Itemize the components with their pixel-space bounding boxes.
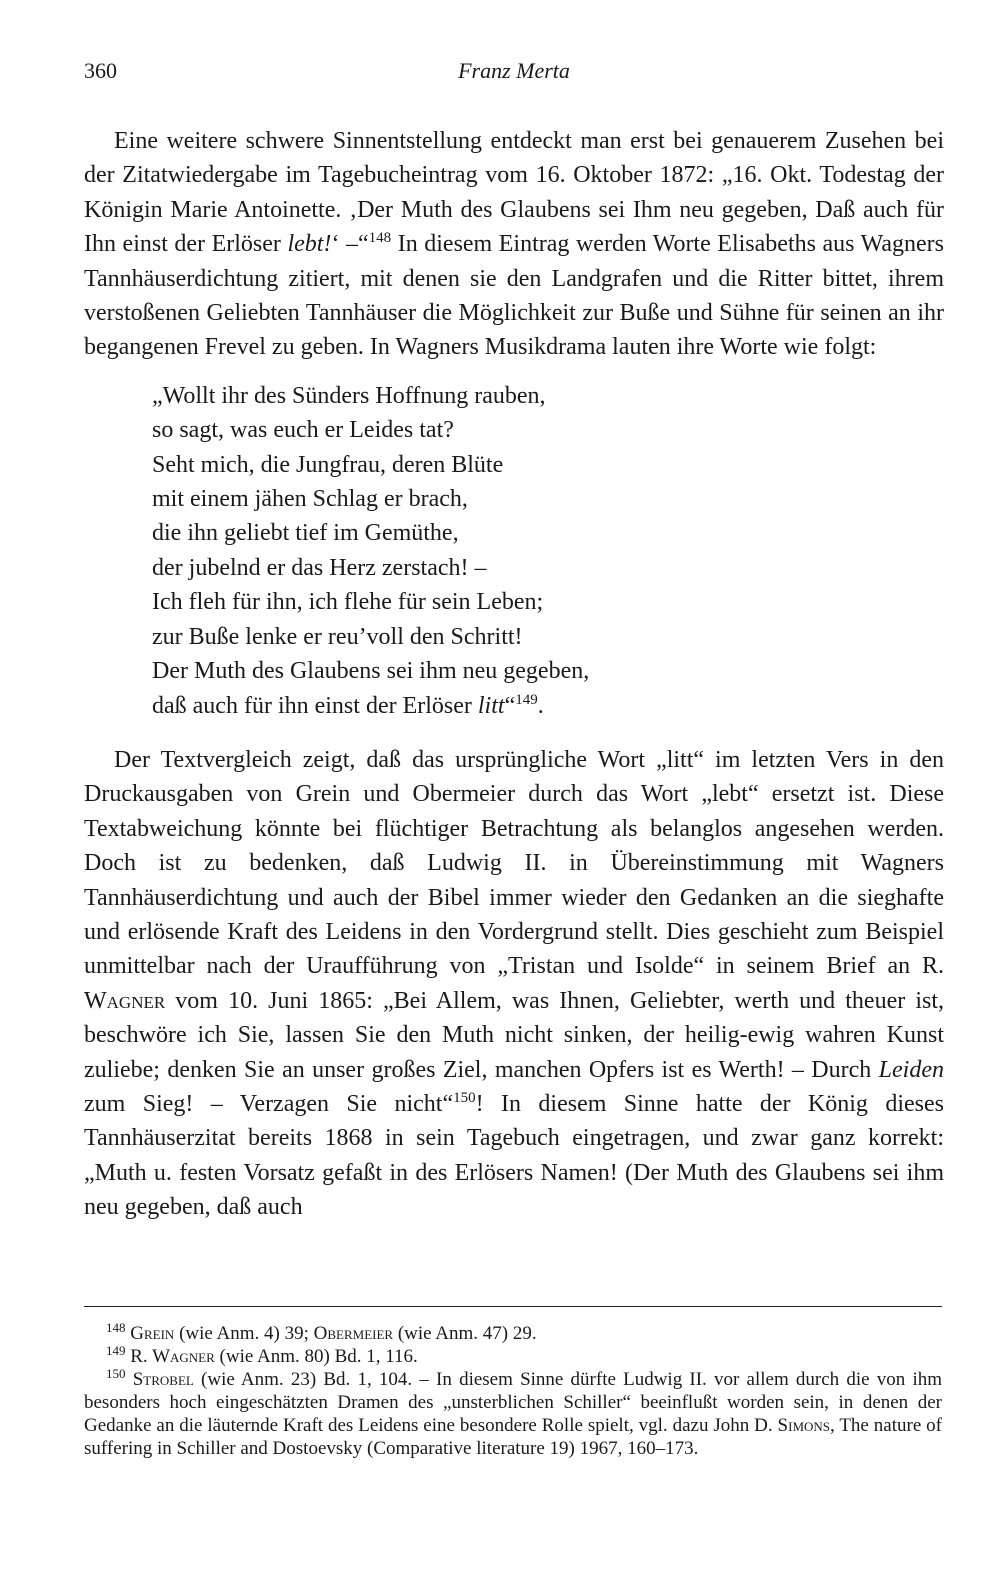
footnotes xyxy=(84,1322,942,1460)
page-number: 360 xyxy=(84,58,117,83)
footnote-ref-150[interactable]: 150 xyxy=(453,1089,476,1106)
verse-line-last: daß auch für ihn einst der Erlöser litt“$^{149}$. xyxy=(152,691,544,719)
running-title: Franz Merta xyxy=(458,58,570,83)
verse-line: so sagt, was euch er Leides tat? xyxy=(152,417,454,444)
page-header xyxy=(84,58,944,88)
poem-quotation xyxy=(152,379,944,723)
verse-line: Der Muth des Glaubens sei ihm neu gegeben, xyxy=(152,658,590,685)
main-text xyxy=(84,124,944,1225)
verse-line: mit einem jähen Schlag er brach, xyxy=(152,486,468,513)
footnote-150: $^{150}$ Strobel (wie Anm. 23) Bd. 1, 104. – In diesem Sinne dürfte Ludwig II. vor allem durch die von ihm besonders hoch eingeschätzten Dramen des „unsterblichen Schiller“ beeinflußt worden sein, in denen der Gedanke an die läuternde Kraft des Leidens eine besondere Rolle spielt, vgl. dazu John D. Simons, The nature of suffering in Schiller and Dostoevsky (Comparative literature 19) 1967, 160–173. xyxy=(84,1366,943,1459)
footnote-ref-149[interactable]: 149 xyxy=(515,691,538,708)
verse-line: Ich fleh für ihn, ich flehe für sein Leben; xyxy=(152,589,544,616)
verse-line: „Wollt ihr des Sünders Hoffnung rauben, xyxy=(152,382,546,409)
footnote-148: $^{148}$ Grein (wie Anm. 4) 39; Obermeier (wie Anm. 47) 29. xyxy=(106,1320,537,1344)
verse-line: der jubelnd er das Herz zerstach! – xyxy=(152,554,487,581)
footnote-ref-148[interactable]: 148 xyxy=(368,230,392,247)
footnote-149: $^{149}$ R. Wagner (wie Anm. 80) Bd. 1, 116. xyxy=(106,1343,418,1367)
footnote-separator xyxy=(84,1306,942,1307)
verse-line: Seht mich, die Jungfrau, deren Blüte xyxy=(152,451,504,478)
paragraph-1: Eine weitere schwere Sinnentstellung entdeckt man erst bei genauerem Zusehen bei der Zitatwiedergabe im Tagebucheintrag vom 16. Oktober 1872: „16. Okt. Todestag der Königin Marie Antoinette. ‚Der Muth des Glaubens sei Ihm neu gegeben, Daß auch für Ihn einst der Erlöser lebt!‘ –“$^{148}$ In diesem Eintrag werden Worte Elisabeths aus Wagners Tannhäuserdichtung zitiert, mit denen sie den Landgrafen und die Ritter bittet, ihrem verstoßenen Geliebten Tannhäuser die Möglichkeit zur Buße und Sühne für seinen an ihr begangenen Frevel zu geben. In Wagners Musikdrama lauten ihre Worte wie folgt: xyxy=(84,128,944,361)
verse-line: die ihn geliebt tief im Gemüthe, xyxy=(152,520,459,547)
paragraph-2: Der Textvergleich zeigt, daß das ursprüngliche Wort „litt“ im letzten Vers in den Druckausgaben von Grein und Obermeier durch das Wort „lebt“ ersetzt ist. Diese Textabweichung könnte bei flüchtiger Betrachtung als belanglos angesehen werden. Doch ist zu bedenken, daß Ludwig II. in Übereinstimmung mit Wagners Tannhäuserdichtung und auch der Bibel immer wieder den Gedanken an die sieghafte und erlösende Kraft des Leidens in den Vordergrund stellt. Dies geschieht zum Beispiel unmittelbar nach der Uraufführung von „Tristan und Isolde“ in seinem Brief an R. Wagner vom 10. Juni 1865: „Bei Allem, was Ihnen, Geliebter, werth und theuer ist, beschwöre ich Sie, lassen Sie den Muth nicht sinken, der heilig-ewig wahren Kunst zuliebe; denken Sie an unser großes Ziel, manchen Opfers ist es Werth! – Durch Leiden zum Sieg! – Verzagen Sie nicht“$^{150}$! In diesem Sinne hatte der König dieses Tannhäuserzitat bereits 1868 in sein Tagebuch eingetragen, und zwar ganz korrekt: „Muth u. festen Vorsatz gefaßt in des Erlösers Namen! (Der Muth des Glaubens sei ihm neu gegeben, daß auch xyxy=(84,746,944,1221)
verse-line: zur Buße lenke er reu’voll den Schritt! xyxy=(152,623,523,650)
